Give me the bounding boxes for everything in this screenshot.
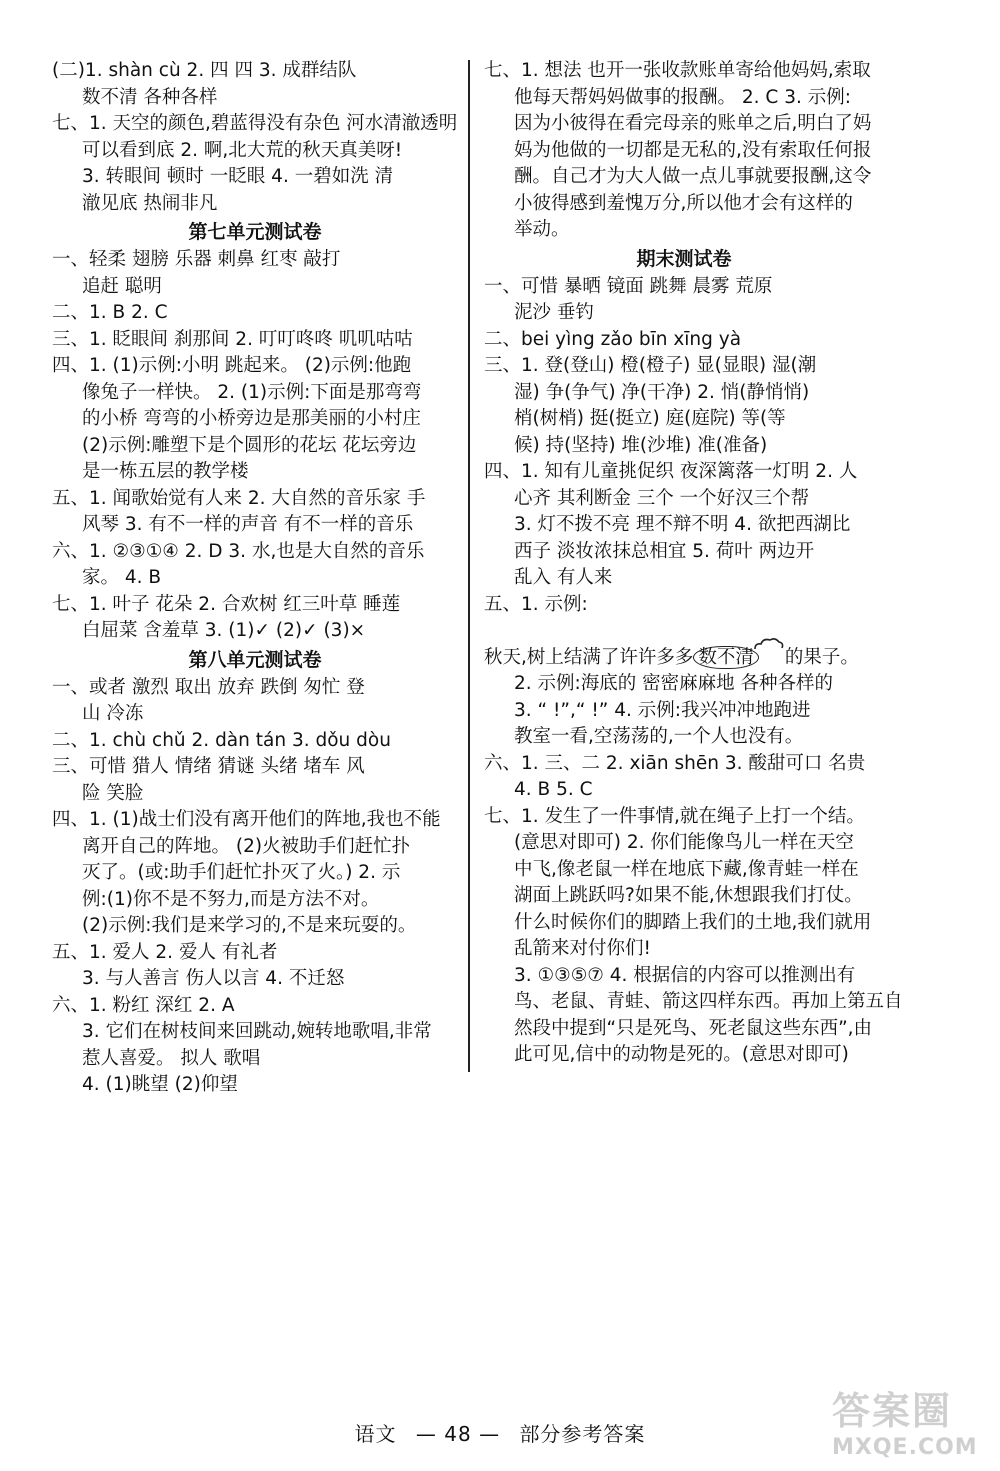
answer-line: 二、bei yìng zǎo bīn xīng yà	[484, 328, 742, 350]
answer-line: 什么时候你们的脚踏上我们的土地,我们就用	[514, 911, 872, 933]
answer-line: (2)示例:雕塑下是个圆形的花坛 花坛旁边	[82, 434, 417, 456]
answer-line: 七、1. 发生了一件事情,就在绳子上打一个结。	[484, 805, 865, 827]
sentence-text-start: 秋天,树上结满了许许多多	[484, 646, 694, 668]
answer-line: 2. 示例:海底的 密密麻麻地 各种各样的	[514, 673, 834, 694]
blank-line	[484, 618, 884, 645]
answer-line: 4. (1)眺望 (2)仰望	[82, 1074, 238, 1095]
answer-line: 举动。	[514, 219, 570, 240]
answer-line: 泥沙 垂钓	[514, 302, 594, 323]
answer-line: 梢(树梢) 挺(挺立) 庭(庭院) 等(等	[514, 408, 786, 429]
answer-line: 的小桥 弯弯的小桥旁边是那美丽的小村庄	[82, 408, 421, 429]
answer-line: 此可见,信中的动物是死的。(意思对即可)	[514, 1044, 849, 1065]
answer-line: 是一栋五层的教学楼	[82, 461, 249, 482]
answer-line: 险 笑脸	[82, 782, 144, 804]
answer-line: 白屈菜 含羞草 3. (1)✓ (2)✓ (3)×	[82, 620, 366, 641]
answer-line: 3. 灯不拨不亮 理不辩不明 4. 欲把西湖比	[514, 514, 851, 535]
answer-line: 灭了。(或:助手们赶忙扑灭了火。) 2. 示	[82, 862, 401, 883]
answer-line: 四、1. 知有儿童挑促织 夜深篱落一灯明 2. 人	[484, 461, 858, 482]
section-title: 第七单元测试卷	[188, 221, 322, 243]
answer-line: 中飞,像老鼠一样在地底下藏,像青蛙一样在	[514, 858, 859, 880]
answer-line: 四、1. (1)战士们没有离开他们的阵地,我也不能	[52, 809, 441, 830]
column-divider	[468, 60, 470, 1072]
section-title: 期末测试卷	[636, 247, 732, 270]
answer-line: 三、1. 眨眼间 刹那间 2. 叮叮咚咚 叽叽咕咕	[52, 328, 413, 350]
answer-line: 候) 持(坚持) 堆(沙堆) 准(准备)	[514, 434, 768, 456]
answer-line: 家。 4. B	[82, 567, 162, 588]
answer-line: 四、1. (1)示例:小明 跳起来。 (2)示例:他跑	[52, 355, 412, 376]
answer-line: 他每天帮妈妈做事的报酬。 2. C 3. 示例:	[514, 86, 851, 108]
answer-line: 乱箭来对付你们!	[514, 938, 651, 959]
answer-line: 一、可惜 暴晒 镜面 跳舞 晨雾 荒原	[484, 275, 773, 297]
answer-line: 湖面上跳跃吗?如果不能,休想跟我们打仗。	[514, 885, 863, 906]
answer-line: 4. B 5. C	[514, 779, 593, 800]
answer-line: 一、或者 激烈 取出 放弃 跌倒 匆忙 登	[52, 676, 365, 698]
answer-line: 湿) 争(争气) 净(干净) 2. 悄(静悄悄)	[514, 381, 810, 403]
answer-line: 数不清 各种各样	[82, 86, 218, 108]
answer-line: 七、1. 想法 也开一张收款账单寄给他妈妈,索取	[484, 60, 871, 81]
answer-line: 3. 它们在树枝间来回跳动,婉转地歌唱,非常	[82, 1021, 432, 1042]
answer-line: 3. 转眼间 顿时 一眨眼 4. 一碧如洗 清	[82, 166, 394, 187]
answer-line: 六、1. 粉红 深红 2. A	[52, 994, 235, 1016]
footer-page-number: — 48 —	[415, 1422, 501, 1446]
watermark-logo	[832, 1380, 982, 1460]
answer-line: 离开自己的阵地。 (2)火被助手们赶忙扑	[82, 835, 411, 857]
answer-line: 六、1. 三、二 2. xiān shēn 3. 酸甜可口 名贵	[484, 752, 866, 774]
watermark-bottom-text: MXQE.COM	[832, 1435, 978, 1460]
answer-line: 西子 淡妆浓抹总相宜 5. 荷叶 两边开	[514, 540, 815, 562]
example-sentence	[484, 645, 884, 672]
answer-line: 澈见底 热闹非凡	[82, 192, 218, 214]
left-column	[52, 58, 458, 1099]
answer-line: 鸟、老鼠、青蛙、箭这四样东西。再加上第五自	[514, 991, 903, 1012]
answer-line: 3. “ !”,“ !” 4. 示例:我兴冲冲地跑进	[514, 699, 811, 721]
answer-line: 山 冷冻	[82, 703, 144, 724]
answer-line: 3. ①③⑤⑦ 4. 根据信的内容可以推测出有	[514, 964, 856, 986]
answer-line: 五、1. 示例:	[484, 593, 588, 615]
footer-subject: 语文	[354, 1422, 397, 1446]
answer-line: 心齐 其利断金 三个 一个好汉三个帮	[514, 487, 810, 509]
answer-line: 七、1. 天空的颜色,碧蓝得没有杂色 河水清澈透明	[52, 113, 458, 134]
answer-line: 三、1. 登(登山) 橙(橙子) 显(显眼) 湿(潮	[484, 355, 817, 376]
right-column	[484, 58, 903, 1069]
circled-word: 数不清	[693, 646, 759, 669]
answer-line: 教室一看,空荡荡的,一个人也没有。	[514, 726, 804, 747]
sentence-text-end: 的果子。	[784, 646, 859, 668]
answer-line: 一、轻柔 翅膀 乐器 刺鼻 红枣 敲打	[52, 249, 341, 270]
answer-line: 3. 与人善言 伤人以言 4. 不迁怒	[82, 968, 345, 989]
answer-line: 可以看到底 2. 啊,北大荒的秋天真美呀!	[82, 139, 403, 161]
answer-line: 小彼得感到羞愧万分,所以他才会有这样的	[514, 192, 853, 214]
cloud-mark-icon	[753, 637, 785, 651]
answer-line: 像兔子一样快。 2. (1)示例:下面是那弯弯	[82, 381, 422, 403]
answer-line: 二、1. B 2. C	[52, 302, 168, 323]
answer-line: 七、1. 叶子 花朵 2. 合欢树 红三叶草 睡莲	[52, 593, 401, 615]
answer-line: 酬。自己才为大人做一点儿事就要报酬,这令	[514, 166, 872, 187]
section-title: 第八单元测试卷	[188, 648, 322, 671]
footer-section: 部分参考答案	[519, 1422, 646, 1446]
answer-line: 五、1. 闻歌始觉有人来 2. 大自然的音乐家 手	[52, 487, 426, 509]
answer-line: (2)示例:我们是来学习的,不是来玩耍的。	[82, 915, 417, 936]
answer-line: 妈为他做的一切都是无私的,没有索取任何报	[514, 139, 872, 161]
answer-line: 惹人喜爱。 拟人 歌唱	[82, 1047, 261, 1069]
answer-line: 例:(1)你不是不努力,而是方法不对。	[82, 888, 380, 910]
answer-line: 风琴 3. 有不一样的声音 有不一样的音乐	[82, 514, 414, 535]
answer-line: 然段中提到“只是死鸟、死老鼠这些东西”,由	[514, 1017, 873, 1039]
answer-line: 二、1. chù chǔ 2. dàn tán 3. dǒu dòu	[52, 729, 391, 751]
answer-line: (二)1. shàn cù 2. 四 四 3. 成群结队	[52, 60, 357, 81]
answer-line: 乱入 有人来	[514, 567, 613, 588]
answer-line: 因为小彼得在看完母亲的账单之后,明白了妈	[514, 113, 872, 134]
answer-line: 五、1. 爱人 2. 爱人 有礼者	[52, 941, 278, 963]
answer-line: 六、1. ②③①④ 2. D 3. 水,也是大自然的音乐	[52, 540, 425, 562]
watermark-top-text: 答案圈	[832, 1389, 953, 1433]
answer-line: 追赶 聪明	[82, 275, 162, 297]
answer-line: (意思对即可) 2. 你们能像鸟儿一样在天空	[514, 832, 854, 853]
answer-line: 三、可惜 猎人 情绪 猜谜 头绪 堵车 风	[52, 756, 365, 777]
